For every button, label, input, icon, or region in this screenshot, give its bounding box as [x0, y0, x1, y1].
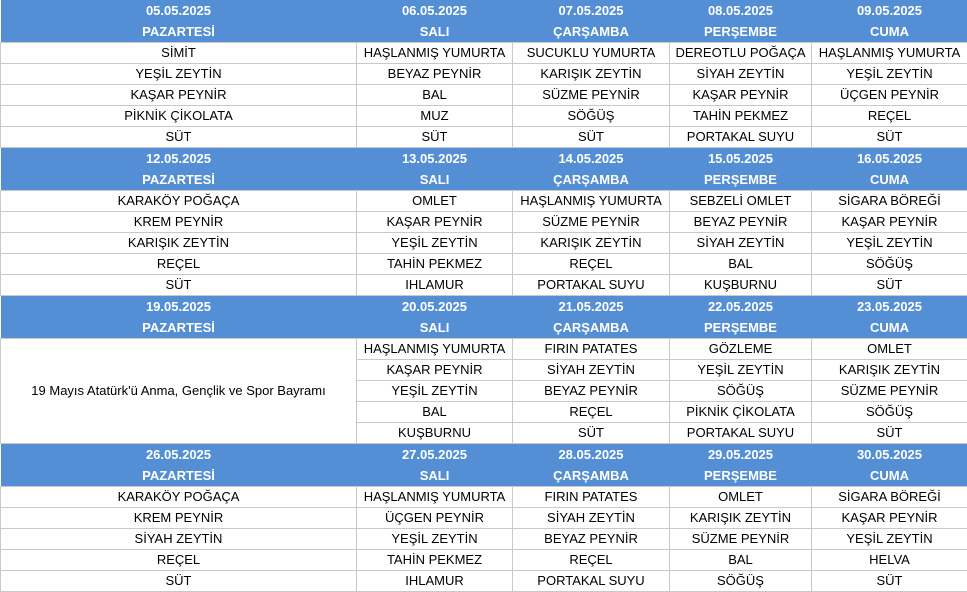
day-cell: SALI — [357, 169, 513, 191]
menu-item-cell: SÖĞÜŞ — [812, 402, 967, 423]
day-cell: PAZARTESİ — [1, 317, 357, 339]
menu-body — [1, 0, 967, 592]
date-cell: 28.05.2025 — [513, 444, 670, 466]
date-cell: 19.05.2025 — [1, 296, 357, 318]
week-day-row — [1, 21, 967, 43]
date-cell: 14.05.2025 — [513, 148, 670, 170]
menu-row — [1, 571, 967, 592]
day-cell: CUMA — [812, 465, 967, 487]
menu-item-cell: PORTAKAL SUYU — [513, 571, 670, 592]
day-cell: CUMA — [812, 169, 967, 191]
menu-item-cell: BAL — [670, 550, 812, 571]
day-cell: PAZARTESİ — [1, 465, 357, 487]
menu-item-cell: SÜT — [812, 275, 967, 296]
menu-item-cell: KAŞAR PEYNİR — [812, 212, 967, 233]
menu-item-cell: MUZ — [357, 106, 513, 127]
menu-row — [1, 529, 967, 550]
date-cell: 07.05.2025 — [513, 0, 670, 21]
date-cell: 13.05.2025 — [357, 148, 513, 170]
menu-item-cell: KAŞAR PEYNİR — [357, 212, 513, 233]
menu-item-cell: KARIŞIK ZEYTİN — [513, 233, 670, 254]
menu-item-cell: HAŞLANMIŞ YUMURTA — [357, 339, 513, 360]
menu-item-cell: YEŞİL ZEYTİN — [357, 529, 513, 550]
menu-item-cell: HAŞLANMIŞ YUMURTA — [357, 487, 513, 508]
menu-item-cell: REÇEL — [1, 254, 357, 275]
menu-item-cell: HAŞLANMIŞ YUMURTA — [357, 43, 513, 64]
menu-item-cell: KAŞAR PEYNİR — [670, 85, 812, 106]
menu-item-cell: SİGARA BÖREĞİ — [812, 191, 967, 212]
menu-item-cell: YEŞİL ZEYTİN — [812, 233, 967, 254]
menu-item-cell: OMLET — [357, 191, 513, 212]
menu-item-cell: SİYAH ZEYTİN — [513, 508, 670, 529]
menu-row — [1, 85, 967, 106]
menu-item-cell: KAŞAR PEYNİR — [812, 508, 967, 529]
menu-item-cell: OMLET — [812, 339, 967, 360]
menu-item-cell: YEŞİL ZEYTİN — [670, 360, 812, 381]
date-cell: 21.05.2025 — [513, 296, 670, 318]
week-day-row — [1, 169, 967, 191]
menu-item-cell: SÜT — [1, 127, 357, 148]
day-cell: SALI — [357, 317, 513, 339]
menu-item-cell: YEŞİL ZEYTİN — [812, 64, 967, 85]
day-cell: SALI — [357, 465, 513, 487]
day-cell: ÇARŞAMBA — [513, 21, 670, 43]
menu-item-cell: REÇEL — [812, 106, 967, 127]
menu-item-cell: SÜT — [812, 423, 967, 444]
menu-item-cell: SİMİT — [1, 43, 357, 64]
menu-item-cell: BEYAZ PEYNİR — [670, 212, 812, 233]
menu-item-cell: SÖĞÜŞ — [513, 106, 670, 127]
date-cell: 27.05.2025 — [357, 444, 513, 466]
week-date-row — [1, 148, 967, 170]
day-cell: PAZARTESİ — [1, 169, 357, 191]
day-cell: ÇARŞAMBA — [513, 465, 670, 487]
date-cell: 08.05.2025 — [670, 0, 812, 21]
menu-item-cell: HAŞLANMIŞ YUMURTA — [812, 43, 967, 64]
date-cell: 29.05.2025 — [670, 444, 812, 466]
menu-item-cell: SİYAH ZEYTİN — [513, 360, 670, 381]
menu-item-cell: YEŞİL ZEYTİN — [812, 529, 967, 550]
menu-item-cell: SEBZELİ OMLET — [670, 191, 812, 212]
menu-row — [1, 508, 967, 529]
date-cell: 20.05.2025 — [357, 296, 513, 318]
menu-item-cell: HAŞLANMIŞ YUMURTA — [513, 191, 670, 212]
menu-item-cell: PORTAKAL SUYU — [513, 275, 670, 296]
menu-item-cell: SÜZME PEYNİR — [513, 212, 670, 233]
day-cell: SALI — [357, 21, 513, 43]
menu-item-cell: KREM PEYNİR — [1, 212, 357, 233]
date-cell: 15.05.2025 — [670, 148, 812, 170]
menu-item-cell: REÇEL — [513, 254, 670, 275]
menu-row — [1, 275, 967, 296]
menu-item-cell: FIRIN PATATES — [513, 487, 670, 508]
menu-item-cell: PORTAKAL SUYU — [670, 127, 812, 148]
week-date-row — [1, 0, 967, 21]
menu-item-cell: SÖĞÜŞ — [670, 381, 812, 402]
day-cell: PERŞEMBE — [670, 317, 812, 339]
day-cell: CUMA — [812, 317, 967, 339]
menu-item-cell: TAHİN PEKMEZ — [357, 550, 513, 571]
menu-row — [1, 212, 967, 233]
menu-item-cell: YEŞİL ZEYTİN — [1, 64, 357, 85]
menu-item-cell: KUŞBURNU — [357, 423, 513, 444]
date-cell: 06.05.2025 — [357, 0, 513, 21]
menu-item-cell: PİKNİK ÇİKOLATA — [1, 106, 357, 127]
menu-item-cell: SÜT — [357, 127, 513, 148]
date-cell: 09.05.2025 — [812, 0, 967, 21]
menu-item-cell: SİGARA BÖREĞİ — [812, 487, 967, 508]
menu-item-cell: SUCUKLU YUMURTA — [513, 43, 670, 64]
date-cell: 30.05.2025 — [812, 444, 967, 466]
holiday-cell: 19 Mayıs Atatürk'ü Anma, Gençlik ve Spor Bayramı — [1, 339, 357, 444]
menu-item-cell: SİYAH ZEYTİN — [670, 64, 812, 85]
menu-item-cell: SÖĞÜŞ — [812, 254, 967, 275]
menu-item-cell: BEYAZ PEYNİR — [513, 381, 670, 402]
menu-item-cell: BAL — [670, 254, 812, 275]
menu-item-cell: PORTAKAL SUYU — [670, 423, 812, 444]
menu-item-cell: KARIŞIK ZEYTİN — [812, 360, 967, 381]
menu-row — [1, 233, 967, 254]
day-cell: PAZARTESİ — [1, 21, 357, 43]
menu-item-cell: SÜT — [812, 571, 967, 592]
menu-item-cell: KREM PEYNİR — [1, 508, 357, 529]
menu-item-cell: IHLAMUR — [357, 275, 513, 296]
date-cell: 22.05.2025 — [670, 296, 812, 318]
day-cell: CUMA — [812, 21, 967, 43]
menu-item-cell: TAHİN PEKMEZ — [670, 106, 812, 127]
menu-item-cell: KARIŞIK ZEYTİN — [513, 64, 670, 85]
menu-item-cell: SİYAH ZEYTİN — [1, 529, 357, 550]
date-cell: 05.05.2025 — [1, 0, 357, 21]
menu-item-cell: BEYAZ PEYNİR — [357, 64, 513, 85]
menu-item-cell: SÜZME PEYNİR — [513, 85, 670, 106]
menu-row — [1, 550, 967, 571]
menu-item-cell: KARAKÖY POĞAÇA — [1, 487, 357, 508]
menu-item-cell: IHLAMUR — [357, 571, 513, 592]
menu-row — [1, 487, 967, 508]
menu-item-cell: BEYAZ PEYNİR — [513, 529, 670, 550]
menu-item-cell: SÖĞÜŞ — [670, 571, 812, 592]
date-cell: 26.05.2025 — [1, 444, 357, 466]
menu-item-cell: SÜZME PEYNİR — [670, 529, 812, 550]
week-day-row — [1, 317, 967, 339]
menu-item-cell: SÜT — [812, 127, 967, 148]
menu-item-cell: SİYAH ZEYTİN — [670, 233, 812, 254]
menu-item-cell: SÜT — [1, 275, 357, 296]
menu-item-cell: KARIŞIK ZEYTİN — [1, 233, 357, 254]
menu-item-cell: SÜT — [513, 423, 670, 444]
menu-item-cell: KARIŞIK ZEYTİN — [670, 508, 812, 529]
date-cell: 16.05.2025 — [812, 148, 967, 170]
menu-item-cell: PİKNİK ÇİKOLATA — [670, 402, 812, 423]
menu-item-cell: OMLET — [670, 487, 812, 508]
menu-item-cell: YEŞİL ZEYTİN — [357, 381, 513, 402]
menu-item-cell: REÇEL — [1, 550, 357, 571]
menu-item-cell: TAHİN PEKMEZ — [357, 254, 513, 275]
menu-item-cell: ÜÇGEN PEYNİR — [812, 85, 967, 106]
day-cell: ÇARŞAMBA — [513, 169, 670, 191]
week-day-row — [1, 465, 967, 487]
menu-item-cell: GÖZLEME — [670, 339, 812, 360]
day-cell: ÇARŞAMBA — [513, 317, 670, 339]
menu-item-cell: KAŞAR PEYNİR — [1, 85, 357, 106]
menu-item-cell: DEREOTLU POĞAÇA — [670, 43, 812, 64]
menu-item-cell: BAL — [357, 402, 513, 423]
menu-item-cell: SÜT — [513, 127, 670, 148]
menu-item-cell: ÜÇGEN PEYNİR — [357, 508, 513, 529]
day-cell: PERŞEMBE — [670, 465, 812, 487]
menu-row — [1, 254, 967, 275]
menu-item-cell: FIRIN PATATES — [513, 339, 670, 360]
menu-item-cell: REÇEL — [513, 402, 670, 423]
date-cell: 12.05.2025 — [1, 148, 357, 170]
menu-item-cell: YEŞİL ZEYTİN — [357, 233, 513, 254]
menu-item-cell: KAŞAR PEYNİR — [357, 360, 513, 381]
menu-item-cell: HELVA — [812, 550, 967, 571]
day-cell: PERŞEMBE — [670, 21, 812, 43]
menu-item-cell: BAL — [357, 85, 513, 106]
menu-row — [1, 191, 967, 212]
date-cell: 23.05.2025 — [812, 296, 967, 318]
menu-row — [1, 106, 967, 127]
menu-item-cell: REÇEL — [513, 550, 670, 571]
week-date-row — [1, 296, 967, 318]
menu-item-cell: KARAKÖY POĞAÇA — [1, 191, 357, 212]
menu-row — [1, 43, 967, 64]
menu-row — [1, 64, 967, 85]
week-date-row — [1, 444, 967, 466]
day-cell: PERŞEMBE — [670, 169, 812, 191]
menu-item-cell: KUŞBURNU — [670, 275, 812, 296]
menu-item-cell: SÜT — [1, 571, 357, 592]
menu-row — [1, 127, 967, 148]
menu-row — [1, 339, 967, 360]
menu-item-cell: SÜZME PEYNİR — [812, 381, 967, 402]
